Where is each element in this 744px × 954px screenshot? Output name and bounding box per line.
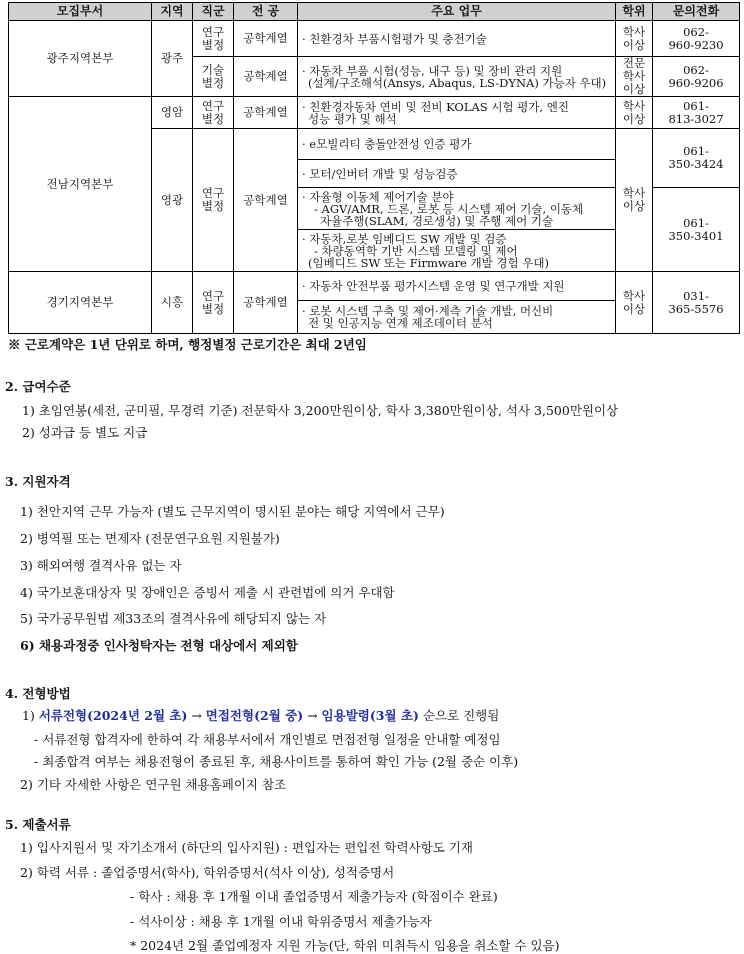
cell-phone [653, 21, 740, 57]
documents-detail-1: - 학사 : 채용 후 1개월 이내 졸업증명서 제출가능자 (학점이수 완료) [130, 889, 498, 904]
cell-duty [298, 97, 616, 129]
phone-text: 031- 365-5576 [668, 288, 724, 316]
cell-job [193, 57, 234, 97]
degree-text: 전문 학사 이상 [622, 56, 646, 96]
phone-text: 062- 960-9206 [668, 62, 724, 90]
header-degree: 학위 [616, 3, 653, 21]
duty-text: (임베디드 SW 또는 Firmware 개발 경험 우대) [308, 255, 549, 270]
qualification-item-6: 6) 채용과정중 인사청탁자는 전형 대상에서 제외함 [20, 638, 298, 653]
dept-text: 광주지역본부 [46, 51, 114, 65]
duty-text: (설계/구조해석(Ansys, Abaqus, LS-DYNA) 가능자 우대) [308, 75, 607, 90]
selection-item-2: 2) 기타 자세한 사항은 연구원 채용홈페이지 참조 [20, 777, 287, 792]
header-phone: 문의전화 [653, 3, 740, 21]
cell-duty [298, 272, 616, 301]
qualification-item-1: 1) 천안지역 근무 가능자 (별도 근무지역이 명시된 분야는 해당 지역에서 근무) [20, 504, 445, 519]
duty-text: · 자동차 안전부품 평가시스템 운영 및 연구개발 지원 [302, 279, 565, 293]
cell-duty [298, 21, 616, 57]
table-row [9, 272, 740, 301]
duty-text: · 로봇 시스템 구축 및 제어·계측 기술 개발, 머신비 [302, 304, 554, 318]
cell-dept [9, 21, 152, 97]
region-text: 시흥 [160, 295, 184, 309]
header-region: 지역 [152, 3, 193, 21]
duty-text: · 자동차 부품 시험(성능, 내구 등) 및 장비 관리 지원 [302, 63, 563, 78]
cell-phone [653, 188, 740, 272]
cell-degree [616, 57, 653, 97]
cell-phone [653, 129, 740, 188]
cell-region [152, 129, 193, 272]
stage-interview: 면접전형(2월 중) [205, 708, 304, 723]
cell-degree [616, 272, 653, 334]
cell-major [234, 272, 298, 334]
cell-job [193, 21, 234, 57]
section-title-selection: 4. 전형방법 [5, 686, 71, 701]
cell-phone [653, 57, 740, 97]
documents-detail-2: - 석사이상 : 채용 후 1개월 이내 학위증명서 제출가능자 [130, 914, 432, 929]
region-text: 광주 [160, 51, 184, 65]
cell-phone [653, 97, 740, 129]
job-text: 기술 별정 [201, 62, 225, 90]
duty-text: · 친환경자동차 연비 및 전비 KOLAS 시험 평가, 엔진 [302, 99, 569, 114]
salary-item-2: 2) 성과급 등 별도 지급 [22, 425, 148, 440]
cell-duty [298, 129, 616, 160]
degree-text: 학사 이상 [622, 24, 646, 52]
cell-duty [298, 301, 616, 334]
header-job: 직군 [193, 3, 234, 21]
selection-detail-1: - 서류전형 합격자에 한하여 각 채용부서에서 개인별로 면접전형 일정을 안내할 예정임 [34, 732, 501, 747]
qualification-item-3: 3) 해외여행 결격사유 없는 자 [20, 558, 182, 573]
major-text: 공학계열 [243, 192, 288, 207]
qualification-item-2: 2) 병역필 또는 면제자 (전문연구요원 지원불가) [20, 531, 280, 546]
duty-text: 성능 평가 및 해석 [308, 111, 397, 126]
duty-text: · 모터/인버터 개발 및 성능검증 [302, 166, 458, 181]
major-text: 공학계열 [243, 295, 288, 309]
salary-item-1: 1) 초임연봉(세전, 군미필, 무경력 기준) 전문학사 3,200만원이상, 학사 3,380만원이상, 석사 3,500만원이상 [22, 403, 619, 418]
recruitment-table-wrap [8, 2, 739, 334]
region-text: 영광 [160, 192, 184, 207]
dept-text: 전남지역본부 [46, 176, 114, 191]
duty-text: - 차량동역학 기반 시스템 모델링 및 제어 [314, 243, 518, 258]
job-text: 연구 별정 [201, 288, 225, 316]
header-dept: 모집부서 [9, 3, 152, 21]
qualification-item-5: 5) 국가공무원법 제33조의 결격사유에 해당되지 않는 자 [20, 611, 327, 626]
header-major: 전 공 [234, 3, 298, 21]
duty-text: - AGV/AMR, 드론, 로봇 등 시스템 제어 기술, 이동체 [314, 201, 584, 216]
duty-text: · 자동차,로봇 임베디드 SW 개발 및 검증 [302, 231, 507, 246]
major-text: 공학계열 [243, 31, 288, 45]
table-row [9, 21, 740, 57]
section-title-qualification: 3. 지원자격 [5, 474, 71, 489]
table-header-row [9, 3, 740, 21]
cell-duty [298, 57, 616, 97]
table-row [9, 97, 740, 129]
major-text: 공학계열 [243, 105, 288, 119]
phone-text: 062- 960-9230 [668, 24, 724, 52]
phone-text: 061- 813-3027 [668, 98, 724, 126]
arrow: → [187, 708, 206, 723]
degree-text: 학사 이상 [622, 186, 646, 213]
arrow: → [303, 708, 322, 723]
cell-region [152, 97, 193, 129]
cell-major [234, 129, 298, 272]
selection-detail-2: - 최종합격 여부는 채용전형이 종료된 후, 채용사이트를 통하여 확인 가능 (2월 중순 이후) [34, 754, 519, 769]
job-text: 연구 별정 [201, 98, 225, 126]
selection-prefix: 1) [22, 708, 39, 723]
cell-duty [298, 188, 616, 230]
qualification-item-4: 4) 국가보훈대상자 및 장애인은 증빙서 제출 시 관련법에 의거 우대함 [20, 585, 395, 600]
duty-text: 자율주행(SLAM, 경로생성) 및 주행 제어 기술 [320, 213, 554, 228]
duty-text: · e모빌리티 충돌안전성 인증 평가 [302, 137, 472, 151]
cell-job [193, 97, 234, 129]
header-duty: 주요 업무 [298, 3, 616, 21]
duty-text: · 친환경차 부품시험평가 및 충전기술 [302, 31, 487, 46]
recruitment-table [8, 2, 740, 334]
degree-text: 학사 이상 [622, 288, 646, 316]
cell-degree [616, 129, 653, 272]
cell-dept [9, 272, 152, 334]
job-text: 연구 별정 [201, 186, 225, 213]
major-text: 공학계열 [243, 69, 288, 83]
cell-job [193, 272, 234, 334]
cell-degree [616, 21, 653, 57]
documents-item-2: 2) 학력 서류 : 졸업증명서(학사), 학위증명서(석사 이상), 성적증명서 [20, 865, 395, 880]
documents-detail-3: * 2024년 2월 졸업예정자 지원 가능(단, 학위 미취득시 임용을 취소할 수 있음) [130, 938, 560, 953]
cell-region [152, 21, 193, 97]
stage-document: 서류전형(2024년 2월 초) [38, 708, 188, 723]
cell-dept [9, 97, 152, 272]
cell-major [234, 57, 298, 97]
cell-degree [616, 97, 653, 129]
section-title-salary: 2. 급여수준 [5, 379, 71, 394]
cell-major [234, 97, 298, 129]
cell-job [193, 129, 234, 272]
job-text: 연구 별정 [201, 24, 225, 52]
dept-text: 경기지역본부 [46, 295, 114, 309]
cell-major [234, 21, 298, 57]
section-title-documents: 5. 제출서류 [5, 817, 71, 832]
cell-duty [298, 230, 616, 272]
cell-phone [653, 272, 740, 334]
contract-note: ※ 근로계약은 1년 단위로 하며, 행정별정 근로기간은 최대 2년임 [8, 337, 367, 352]
selection-item-1 [22, 706, 499, 724]
selection-suffix: 순으로 진행됨 [418, 708, 500, 723]
cell-duty [298, 160, 616, 188]
phone-text: 061- 350-3424 [668, 144, 724, 171]
stage-appointment: 임용발령(3월 초) [321, 708, 419, 723]
phone-text: 061- 350-3401 [668, 215, 724, 243]
cell-region [152, 272, 193, 334]
degree-text: 학사 이상 [622, 98, 646, 126]
duty-text: · 자율형 이동체 제어기술 분야 [302, 189, 454, 204]
documents-item-1: 1) 입사지원서 및 자기소개서 (하단의 입사지원) : 편입자는 편입전 학력사항도 기재 [20, 840, 473, 855]
region-text: 영암 [160, 105, 184, 119]
duty-text: 전 및 인공지능 연계 제조데이터 분석 [308, 316, 493, 330]
